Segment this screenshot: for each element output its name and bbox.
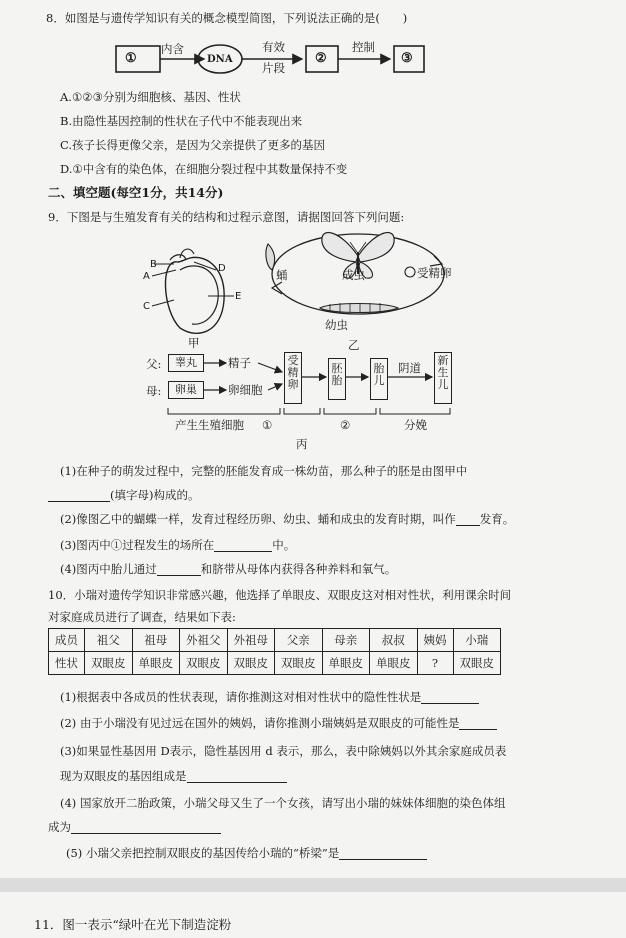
q8-rel-effective: 有效 (262, 40, 285, 54)
q10-sub4-blank[interactable] (71, 821, 221, 834)
q10-sub3-text: 现为双眼皮的基因组成是 (60, 769, 187, 783)
q9-sub1-blank[interactable] (48, 489, 110, 502)
table-cell: 双眼皮 (227, 652, 275, 675)
q10-sub3-line1: (3)如果显性基因用 D表示，隐性基因用 d 表示，那么，表中除姨妈以外其余家庭成员表 (60, 744, 507, 758)
q9-sub2-blank[interactable] (456, 513, 480, 526)
table-cell: 外祖母 (227, 629, 275, 652)
q10-stem-line2: 对家庭成员进行了调查，结果如下表: (48, 610, 236, 624)
q10-sub4-text: 成为 (48, 820, 71, 834)
q9-sub4-suffix: 和脐带从母体内获得各种养料和氧气。 (200, 562, 397, 576)
q9-label-process-2: ② (340, 418, 351, 432)
q9-caption-yi: 乙 (348, 338, 360, 352)
table-row-head-members: 成员 (49, 629, 85, 652)
section-heading: 二、填空题(每空1分，共14分) (48, 185, 224, 200)
q9-label-a: A (143, 271, 150, 282)
q9-label-father: 父: (146, 357, 162, 371)
table-cell: 祖母 (132, 629, 180, 652)
q10-sub2-text: (2) 由于小瑞没有见过远在国外的姨妈，请你推测小瑞姨妈是双眼皮的可能性是 (60, 716, 460, 730)
q9-label-c: C (143, 301, 150, 312)
q9-sub4-line (60, 562, 396, 576)
q9-label-larva: 幼虫 (325, 318, 348, 332)
q9-fig-seed (140, 240, 250, 340)
q9-label-b: B (150, 259, 157, 270)
table-cell: 双眼皮 (453, 652, 501, 675)
table-cell: 母亲 (322, 629, 370, 652)
table-cell: 叔叔 (370, 629, 418, 652)
table-row (49, 652, 501, 675)
q9-sub3-suffix: 中。 (272, 538, 296, 552)
q10-sub4-line2 (48, 820, 221, 834)
q9-box-zygote-text: 受精卵 (287, 354, 299, 391)
q10-sub1-text: (1)根据表中各成员的性状表现，请你推测这对相对性状中的隐性性状是 (60, 690, 422, 704)
q9-label-mother: 母: (146, 384, 162, 398)
q9-sub4-blank[interactable] (157, 563, 201, 576)
q9-label-adult: 成虫 (342, 268, 365, 282)
q9-sub1-line1: (1)在种子的萌发过程中，完整的胚能发育成一株幼苗，那么种子的胚是由图甲中 (60, 464, 468, 478)
q10-sub2-line (60, 716, 497, 730)
table-cell: 外祖父 (180, 629, 228, 652)
q9-sub2-suffix: 发育。 (479, 512, 515, 526)
table-row-head-traits: 性状 (49, 652, 85, 675)
q9-box-ovary: 卵巢 (168, 381, 204, 399)
q9-caption-jia: 甲 (188, 336, 200, 350)
q8-option-b: B.由隐性基因控制的性状在子代中不能表现出来 (60, 114, 303, 128)
q9-label-d: D (218, 263, 226, 274)
table-cell: 父亲 (275, 629, 323, 652)
q9-sub1-line2 (48, 488, 199, 502)
table-cell: 双眼皮 (180, 652, 228, 675)
q9-sub4-prefix: (4)图丙中胎儿通过 (60, 562, 157, 576)
q9-box-fetus-text: 胎儿 (373, 362, 385, 387)
q9-label-zygote-egg: 受精卵 (417, 266, 452, 280)
q8-option-a: A.①②③分别为细胞核、基因、性状 (60, 90, 241, 104)
q10-stem-line1: 10．小瑞对遗传学知识非常感兴趣，他选择了单眼皮、双眼皮这对相对性状，利用课余时间 (48, 588, 512, 602)
q10-trait-table (48, 628, 501, 675)
q8-node-2: ② (315, 51, 327, 66)
q9-sub2-prefix: (2)像图乙中的蝴蝶一样，发育过程经历卵、幼虫、蛹和成虫的发育时期，叫作 (60, 512, 456, 526)
q9-sub1-suffix: (填字母)构成的。 (110, 488, 200, 502)
q10-sub4-line1: (4) 国家放开二胎政策，小瑞父母又生了一个女孩，请写出小瑞的妹妹体细胞的染色体组 (60, 796, 506, 810)
q9-caption-bing: 丙 (296, 437, 308, 451)
q9-sub2-line (60, 512, 514, 526)
q10-sub5-text: (5) 小瑞父亲把控制双眼皮的基因传给小瑞的“桥梁”是 (66, 846, 340, 860)
q10-sub1-blank[interactable] (421, 691, 479, 704)
q8-rel-contains: 内含 (161, 42, 184, 56)
q10-sub3-blank[interactable] (187, 770, 287, 783)
q9-stem: 9．下图是与生殖发育有关的结构和过程示意图，请据图回答下列问题: (48, 210, 405, 224)
q8-option-c: C.孩子长得更像父亲，是因为父亲提供了更多的基因 (60, 138, 326, 152)
q9-label-sperm: 精子 (228, 356, 251, 370)
table-cell: 姨妈 (417, 629, 453, 652)
q8-rel-segment: 片段 (262, 61, 285, 75)
q8-stem: 8．如图是与遗传学知识有关的概念模型简图，下列说法正确的是( ) (46, 11, 408, 25)
table-cell: 小瑞 (453, 629, 501, 652)
table-cell: 祖父 (85, 629, 133, 652)
q10-sub5-blank[interactable] (339, 847, 427, 860)
q10-sub2-blank[interactable] (459, 717, 497, 730)
q9-sub3-prefix: (3)图丙中①过程发生的场所在 (60, 538, 215, 552)
table-cell: ? (417, 652, 453, 675)
q9-label-egg-cell: 卵细胞 (228, 383, 263, 397)
exam-page-next (0, 892, 626, 938)
q11-partial-stem: 11．图一表示“绿叶在光下制造淀粉 (34, 917, 232, 932)
q8-node-1: ① (125, 51, 137, 66)
q10-sub5-line (66, 846, 427, 860)
q9-box-newborn-text: 新生儿 (437, 354, 449, 391)
table-cell: 单眼皮 (370, 652, 418, 675)
q10-sub1-line (60, 690, 479, 704)
table-cell: 双眼皮 (275, 652, 323, 675)
q9-label-childbirth: 分娩 (404, 418, 427, 432)
table-cell: 单眼皮 (322, 652, 370, 675)
table-cell: 双眼皮 (85, 652, 133, 675)
q9-label-process-1: ① (262, 418, 273, 432)
q9-box-testis: 睾丸 (168, 354, 204, 372)
q9-label-vagina: 阴道 (398, 361, 421, 375)
q8-option-d: D.①中含有的染色体，在细胞分裂过程中其数量保持不变 (60, 162, 348, 176)
q8-node-3: ③ (401, 51, 413, 66)
q8-rel-control: 控制 (352, 40, 375, 54)
table-cell: 单眼皮 (132, 652, 180, 675)
q9-sub3-blank[interactable] (214, 539, 272, 552)
q10-sub3-line2 (60, 769, 287, 783)
table-row (49, 629, 501, 652)
q9-sub3-line (60, 538, 295, 552)
q9-label-produce-gametes: 产生生殖细胞 (175, 418, 244, 432)
q9-box-embryo-text: 胚胎 (331, 362, 343, 387)
q9-label-e: E (235, 291, 242, 302)
q8-node-dna: DNA (207, 54, 233, 65)
q9-label-pupa: 蛹 (276, 268, 288, 282)
